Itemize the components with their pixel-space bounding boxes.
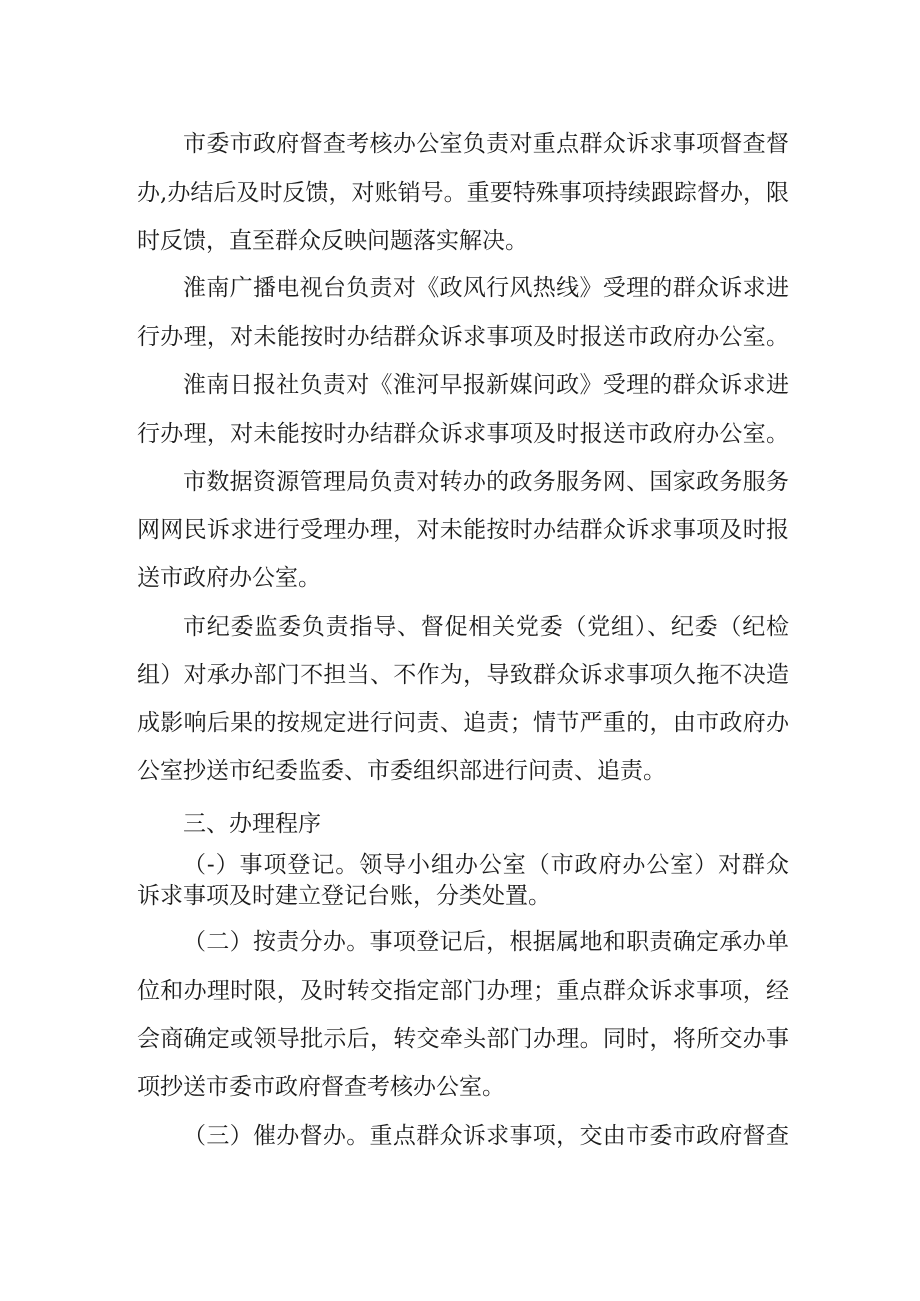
text-line: 市纪委监委负责指导、督促相关党委（党组）、纪委（纪检 (183, 614, 789, 640)
text-line: 诉求事项及时建立登记台账，分类处置。 (137, 883, 551, 909)
text-line: 淮南日报社负责对《淮河早报新媒问政》受理的群众诉求进 (183, 372, 789, 398)
text-line: 网网民诉求进行受理办理，对未能按时办结群众诉求事项及时报 (137, 517, 789, 543)
text-line: （-）事项登记。领导小组办公室（市政府办公室）对群众 (183, 852, 789, 878)
text-line: 行办理，对未能按时办结群众诉求事项及时报送市政府办公室。 (137, 421, 789, 447)
text-line: 市委市政府督查考核办公室负责对重点群众诉求事项督查督 (183, 131, 789, 157)
text-line: 位和办理时限，及时转交指定部门办理；重点群众诉求事项，经 (137, 978, 789, 1004)
text-line: 成影响后果的按规定进行问责、追责；情节严重的，由市政府办 (137, 710, 789, 736)
text-line: （三）催办督办。重点群众诉求事项，交由市委市政府督查 (183, 1123, 789, 1149)
text-line: 组）对承办部门不担当、不作为，导致群众诉求事项久拖不决造 (137, 662, 789, 688)
text-line: 行办理，对未能按时办结群众诉求事项及时报送市政府办公室。 (137, 324, 789, 350)
text-line: 办,办结后及时反馈，对账销号。重要特殊事项持续跟踪督办，限 (137, 180, 789, 206)
text-line: 时反馈，直至群众反映问题落实解决。 (137, 228, 528, 254)
text-line: 项抄送市委市政府督查考核办公室。 (137, 1074, 505, 1100)
text-line: 会商确定或领导批示后，转交牵头部门办理。同时，将所交办事 (137, 1026, 789, 1052)
text-line: 市数据资源管理局负责对转办的政务服务网、国家政务服务 (183, 469, 789, 495)
text-line: 淮南广播电视台负责对《政风行风热线》受理的群众诉求进 (183, 275, 789, 301)
section-heading: 三、办理程序 (183, 811, 321, 837)
text-line: （二）按责分办。事项登记后，根据属地和职责确定承办单 (183, 929, 789, 955)
text-line: 公室抄送市纪委监委、市委组织部进行问责、追责。 (137, 758, 666, 784)
text-line: 送市政府办公室。 (137, 565, 321, 591)
